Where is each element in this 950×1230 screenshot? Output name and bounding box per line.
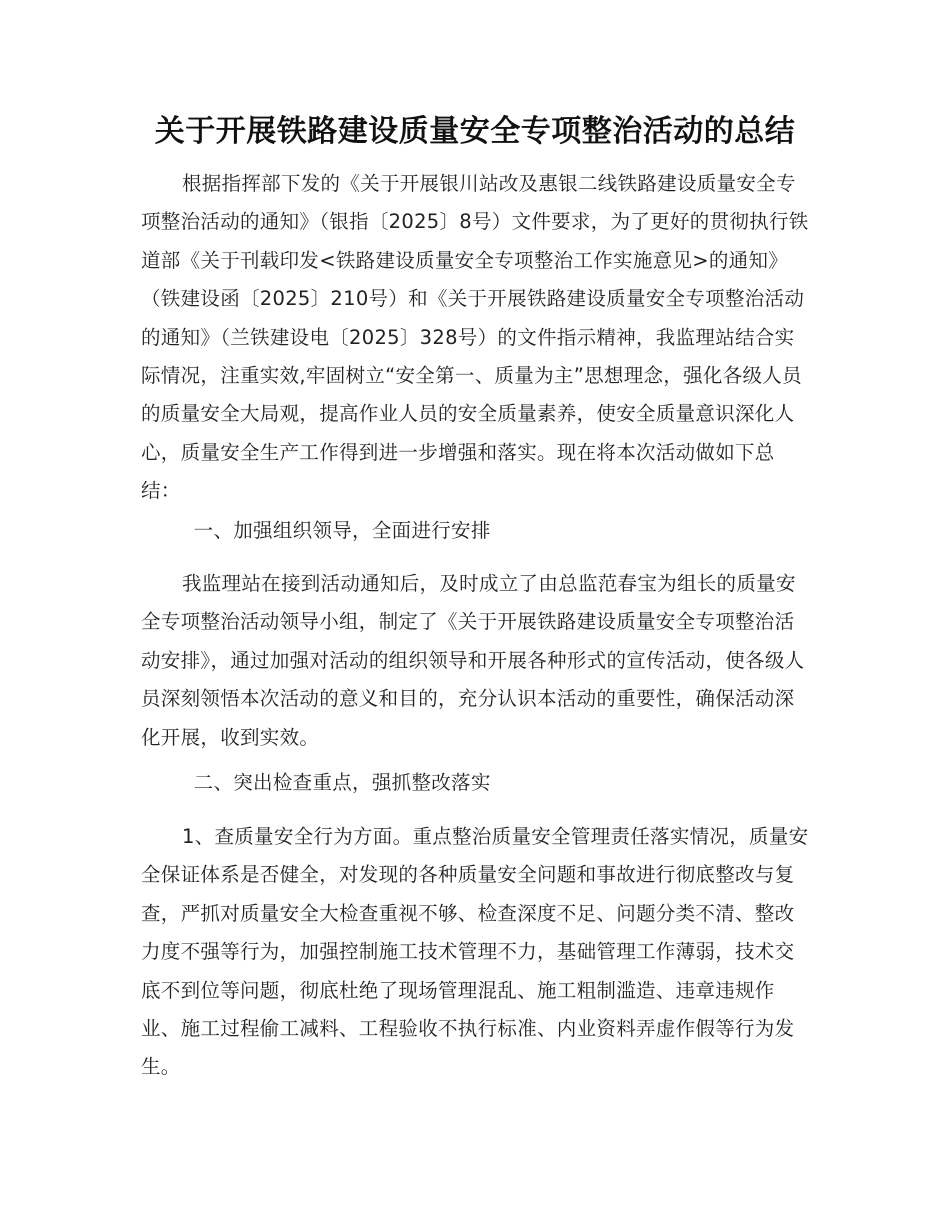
document-title: 关于开展铁路建设质量安全专项整治活动的总结 bbox=[154, 114, 796, 149]
intro-paragraph: 根据指挥部下发的《关于开展银川站改及惠银二线铁路建设质量安全专项整治活动的通知》（银指〔2025〕8号）文件要求，为了更好的贯彻执行铁道部《关于刊载印发<铁路建设质量安全专项整治工作实施意见>的通知》（铁建设函〔2025〕210号）和《关于开展铁路建设质量安全专项整治活动的通知》（兰铁建设电〔2025〕328号）的文件指示精神，我监理站结合实际情况，注重实效,牢固树立“安全第一、质量为主”思想理念，强化各级人员的质量安全大局观，提高作业人员的安全质量素养，使安全质量意识深化人心，质量安全生产工作得到进一步增强和落实。现在将本次活动做如下总结： bbox=[141, 172, 809, 503]
section-heading-1: 一、加强组织领导，全面进行安排 bbox=[193, 519, 491, 542]
section-heading-2: 二、突出检查重点，强抓整改落实 bbox=[193, 771, 491, 794]
section-1-paragraph: 我监理站在接到活动通知后，及时成立了由总监范春宝为组长的质量安全专项整治活动领导小组，制定了《关于开展铁路建设质量安全专项整治活动安排》，通过加强对活动的组织领导和开展各种形式的宣传活动，使各级人员深刻领悟本次活动的意义和目的，充分认识本活动的重要性，确保活动深化开展，收到实效。 bbox=[141, 572, 805, 749]
section-2-paragraph: 1、查质量安全行为方面。重点整治质量安全管理责任落实情况，质量安全保证体系是否健全，对发现的各种质量安全问题和事故进行彻底整改与复查，严抓对质量安全大检查重视不够、检查深度不足、问题分类不清、整改力度不强等行为，加强控制施工技术管理不力，基础管理工作薄弱，技术交底不到位等问题，彻底杜绝了现场管理混乱、施工粗制滥造、违章违规作业、施工过程偷工减料、工程验收不执行标准、内业资料弄虚作假等行为发生。 bbox=[141, 825, 809, 1079]
